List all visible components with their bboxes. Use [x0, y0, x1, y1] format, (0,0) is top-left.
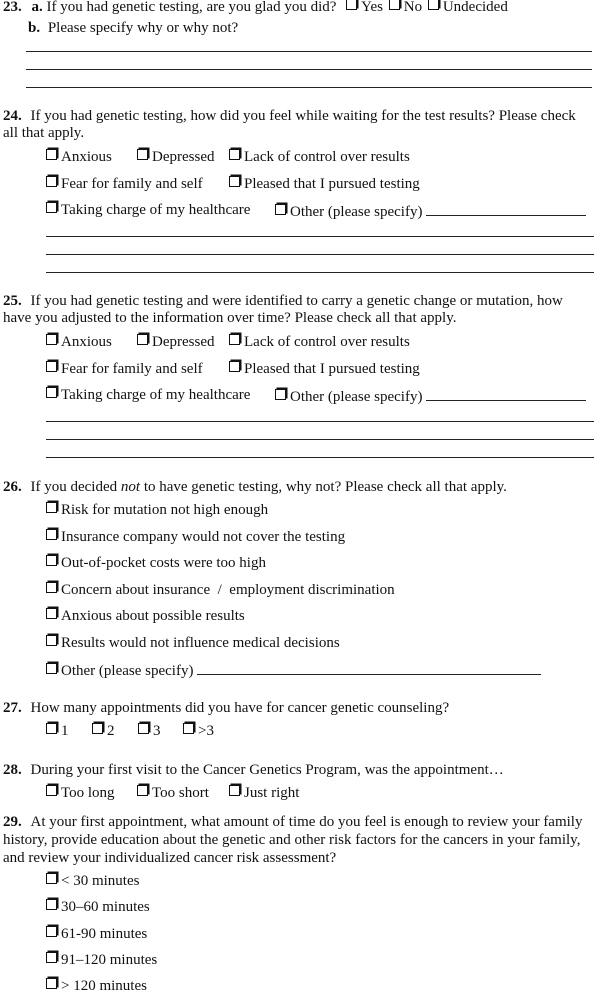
checkbox-icon [229, 334, 240, 345]
question-number: 26. [3, 479, 22, 495]
checkbox-icon [92, 723, 103, 734]
checkbox-depressed[interactable]: Depressed [137, 333, 214, 351]
question-text-emphasis: not [120, 479, 141, 495]
answer-line[interactable] [26, 51, 592, 52]
checkbox-icon [46, 529, 57, 540]
question-text: If you had genetic testing, are you glad you did? [46, 0, 337, 15]
question-text-pre: If you decided [30, 479, 121, 495]
checkbox-taking-charge[interactable]: Taking charge of my healthcare [46, 201, 250, 219]
question-text: have you adjusted to the information over time? Please check all that apply. [3, 310, 457, 326]
checkbox-icon [183, 723, 194, 734]
checkbox-other[interactable]: Other (please specify) [275, 386, 586, 406]
question-27 [3, 699, 449, 717]
checkbox-icon [46, 149, 57, 160]
checkbox-depressed[interactable]: Depressed [137, 148, 214, 166]
checkbox-fear-for-family[interactable]: Fear for family and self [46, 360, 203, 378]
checkbox-yes[interactable]: Yes [346, 0, 383, 15]
checkbox-over-120[interactable]: > 120 minutes [46, 977, 147, 995]
checkbox-icon [137, 334, 148, 345]
question-25 [3, 292, 563, 310]
checkbox-taking-charge[interactable]: Taking charge of my healthcare [46, 386, 250, 404]
checkbox-icon [46, 978, 57, 989]
checkbox-icon [46, 555, 57, 566]
question-text: Please specify why or why not? [47, 20, 239, 36]
question-26 [3, 478, 507, 496]
question-number: 25. [3, 293, 22, 309]
checkbox-fear-for-family[interactable]: Fear for family and self [46, 175, 203, 193]
checkbox-icon [46, 785, 57, 796]
checkbox-no-influence[interactable]: Results would not influence medical decisions [46, 634, 340, 652]
checkbox-lack-of-control[interactable]: Lack of control over results [229, 148, 410, 166]
checkbox-undecided[interactable]: Undecided [428, 0, 508, 15]
checkbox-icon [46, 952, 57, 963]
question-23 [3, 0, 508, 16]
question-text: history, provide education about the genetic and other risk factors for the cancers in your family, [3, 832, 581, 848]
checkbox-61-90[interactable]: 61-90 minutes [46, 925, 147, 943]
checkbox-icon [46, 334, 57, 345]
checkbox-icon [46, 723, 57, 734]
checkbox-icon [46, 361, 57, 372]
checkbox-no[interactable]: No [389, 0, 422, 15]
question-text: During your first visit to the Cancer Genetics Program, was the appointment… [30, 762, 504, 778]
checkbox-other[interactable]: Other (please specify) [275, 201, 586, 221]
checkbox-1[interactable]: 1 [46, 722, 69, 740]
question-number: 23. [3, 0, 22, 15]
checkbox-discrimination-concern[interactable]: Concern about insurance / employment discrimination [46, 581, 395, 599]
answer-line[interactable] [46, 421, 594, 422]
checkbox-30-60[interactable]: 30–60 minutes [46, 898, 150, 916]
checkbox-icon [46, 608, 57, 619]
question-text: If you had genetic testing, how did you feel while waiting for the test results? Please check [30, 108, 576, 124]
checkbox-pleased-testing[interactable]: Pleased that I pursued testing [229, 360, 420, 378]
question-29 [3, 813, 582, 831]
checkbox-icon [229, 785, 240, 796]
checkbox-icon [46, 873, 57, 884]
question-number: 28. [3, 762, 22, 778]
checkbox-lack-of-control[interactable]: Lack of control over results [229, 333, 410, 351]
question-text: How many appointments did you have for cancer genetic counseling? [30, 700, 450, 716]
checkbox-icon [46, 899, 57, 910]
question-text: At your first appointment, what amount of time do you feel is enough to review your family [30, 814, 583, 830]
answer-line[interactable] [46, 272, 594, 273]
question-number: 24. [3, 108, 22, 124]
checkbox-other[interactable]: Other (please specify) [46, 660, 541, 680]
other-specify-blank[interactable] [197, 660, 541, 675]
checkbox-more-than-3[interactable]: >3 [183, 722, 214, 740]
checkbox-3[interactable]: 3 [138, 722, 161, 740]
checkbox-icon [46, 635, 57, 646]
checkbox-icon [137, 785, 148, 796]
checkbox-icon [346, 0, 357, 10]
checkbox-too-short[interactable]: Too short [137, 784, 209, 802]
checkbox-icon [46, 663, 57, 674]
other-specify-blank[interactable] [426, 201, 586, 216]
checkbox-too-long[interactable]: Too long [46, 784, 115, 802]
checkbox-icon [46, 926, 57, 937]
other-specify-blank[interactable] [426, 386, 586, 401]
checkbox-icon [46, 502, 57, 513]
checkbox-icon [46, 202, 57, 213]
question-text: and review your individualized cancer risk assessment? [3, 850, 337, 866]
checkbox-2[interactable]: 2 [92, 722, 115, 740]
checkbox-anxious[interactable]: Anxious [46, 333, 112, 351]
checkbox-icon [46, 387, 57, 398]
question-24 [3, 107, 576, 125]
checkbox-insurance-not-cover[interactable]: Insurance company would not cover the testing [46, 528, 345, 546]
question-number: 29. [3, 814, 22, 830]
checkbox-icon [389, 0, 400, 10]
checkbox-icon [275, 204, 286, 215]
answer-line[interactable] [46, 254, 594, 255]
checkbox-icon [138, 723, 149, 734]
answer-line[interactable] [26, 69, 592, 70]
checkbox-under-30[interactable]: < 30 minutes [46, 872, 139, 890]
answer-line[interactable] [46, 457, 594, 458]
checkbox-anxious[interactable]: Anxious [46, 148, 112, 166]
question-text: all that apply. [3, 125, 85, 141]
answer-line[interactable] [46, 236, 594, 237]
question-text: If you had genetic testing and were identified to carry a genetic change or mutation, how [30, 293, 563, 309]
answer-line[interactable] [26, 87, 592, 88]
question-number: 27. [3, 700, 22, 716]
checkbox-91-120[interactable]: 91–120 minutes [46, 951, 157, 969]
checkbox-costs-too-high[interactable]: Out-of-pocket costs were too high [46, 554, 266, 572]
checkbox-just-right[interactable]: Just right [229, 784, 299, 802]
question-23b [28, 19, 238, 37]
checkbox-icon [229, 361, 240, 372]
checkbox-risk-not-high[interactable]: Risk for mutation not high enough [46, 501, 268, 519]
checkbox-icon [229, 176, 240, 187]
checkbox-icon [46, 582, 57, 593]
question-28 [3, 761, 504, 779]
checkbox-icon [428, 0, 439, 10]
checkbox-pleased-testing[interactable]: Pleased that I pursued testing [229, 175, 420, 193]
question-text-post: to have genetic testing, why not? Please check all that apply. [140, 479, 507, 495]
sub-label-b: b. [28, 20, 41, 36]
checkbox-icon [229, 149, 240, 160]
checkbox-icon [46, 176, 57, 187]
checkbox-anxious-results[interactable]: Anxious about possible results [46, 607, 245, 625]
answer-line[interactable] [46, 439, 594, 440]
checkbox-icon [275, 389, 286, 400]
sub-label-a: a. [31, 0, 43, 15]
checkbox-icon [137, 149, 148, 160]
